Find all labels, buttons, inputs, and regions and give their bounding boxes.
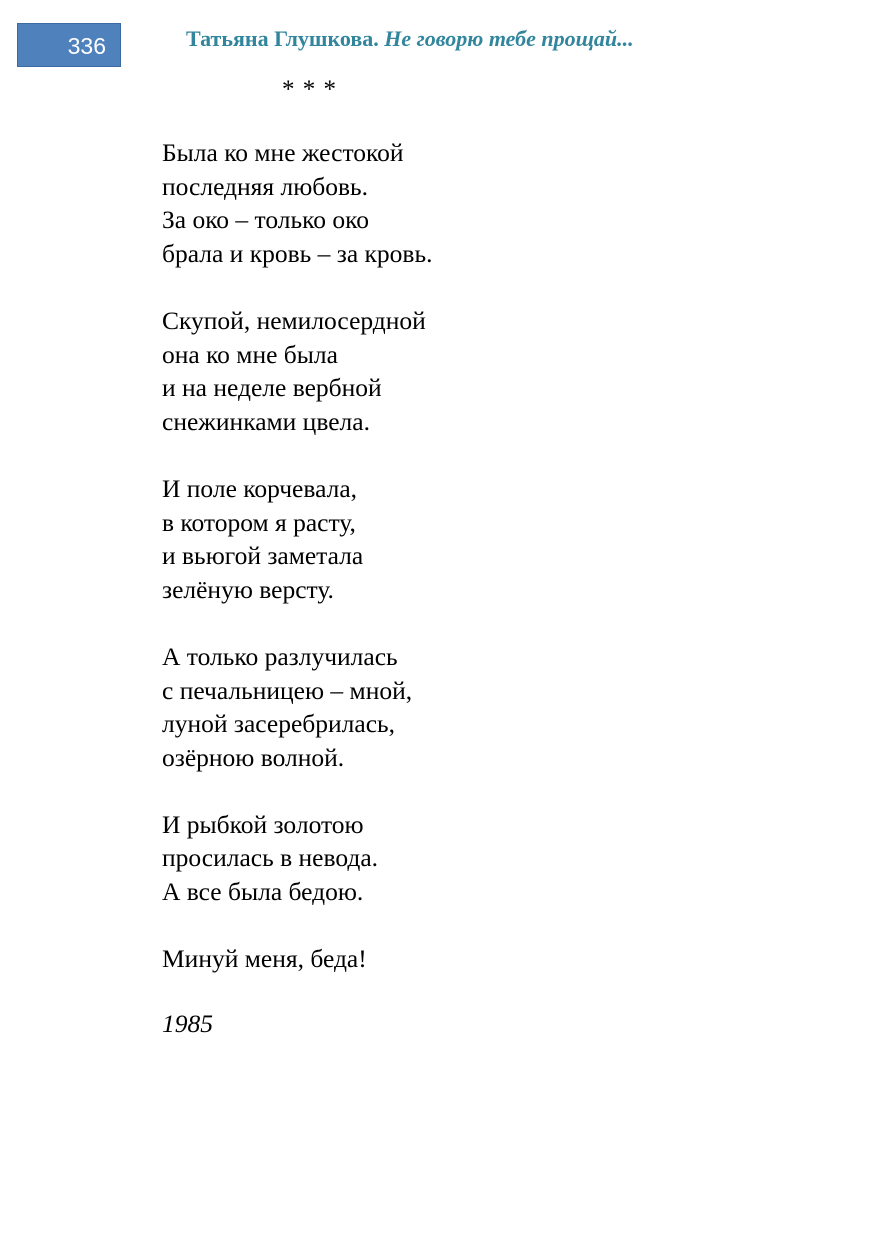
poem-line: зелёную версту.: [162, 574, 334, 604]
poem-line: просилась в невода.: [162, 843, 379, 873]
poem-line: Была ко мне жестокой: [162, 138, 404, 167]
poem-line: Скупой, немилосердной: [162, 305, 426, 335]
poem-line: и на неделе вербной: [162, 373, 382, 403]
stanza: [162, 136, 432, 270]
poem-line: и вьюгой заметала: [162, 541, 364, 571]
poem-line: последняя любовь.: [162, 171, 369, 201]
stanza: [162, 808, 432, 909]
poem-line: Минуй меня, беда!: [162, 944, 367, 974]
poem-line: А все была бедою.: [162, 877, 364, 907]
poem-line: И рыбкой золотою: [162, 809, 364, 839]
poem-body: [162, 136, 432, 1009]
header-book-title: Не говорю тебе прощай...: [384, 26, 634, 51]
stanza: [162, 304, 432, 438]
poem-line: она ко мне была: [162, 339, 338, 369]
poem-line: И поле корчевала,: [162, 473, 358, 503]
poem-line: луной засеребрилась,: [162, 709, 396, 739]
poem-asterism: * * *: [282, 76, 337, 103]
poem-year: 1985: [162, 1009, 213, 1038]
stanza: [162, 942, 432, 976]
poem-line: А только разлучилась: [162, 641, 398, 671]
poem-line: За око – только око: [162, 205, 369, 235]
header-author: Татьяна Глушкова.: [186, 26, 379, 51]
page-number: 336: [67, 33, 106, 59]
page-number-badge: [17, 23, 121, 67]
stanza: [162, 472, 432, 606]
stanza: [162, 640, 432, 774]
poem-line: в котором я расту,: [162, 507, 356, 537]
poem-line: с печальницею – мной,: [162, 675, 413, 705]
poem-line: озёрною волной.: [162, 742, 345, 772]
poem-line: снежинками цвела.: [162, 406, 370, 436]
poem-line: брала и кровь – за кровь.: [162, 238, 433, 268]
running-header: [186, 26, 634, 52]
